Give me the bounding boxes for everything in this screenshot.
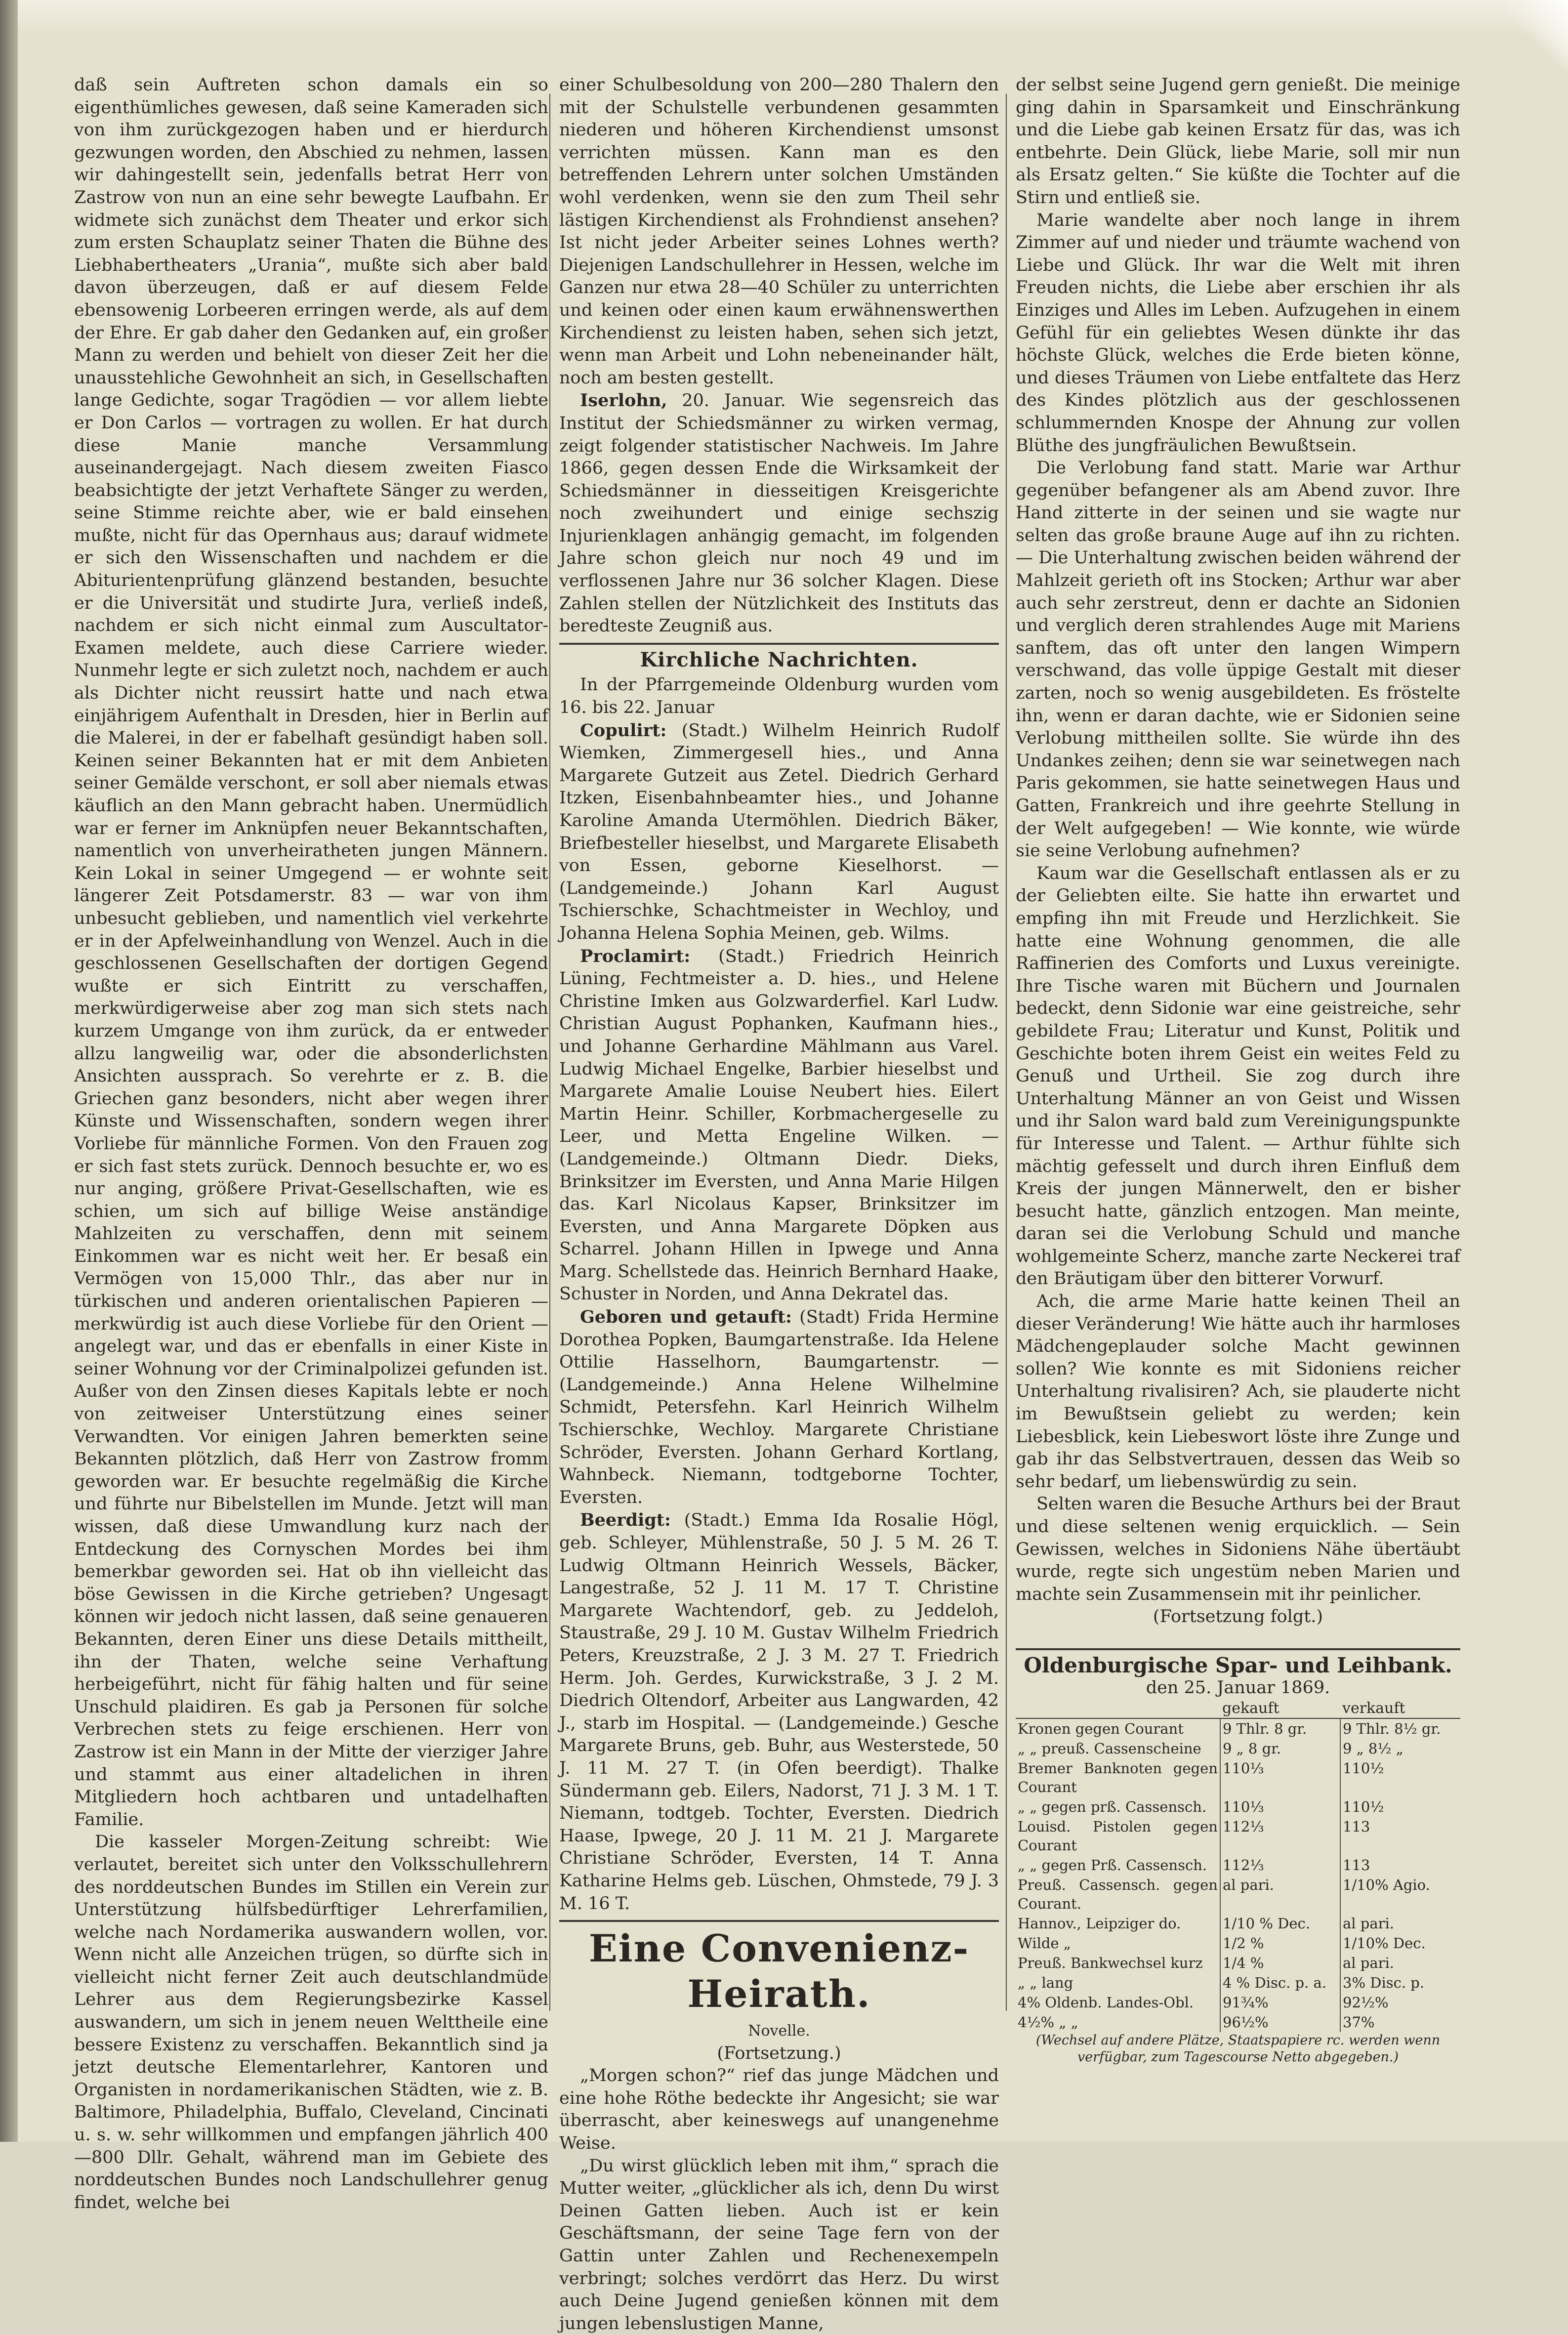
rate-bought: 1/4 % [1220,1953,1340,1973]
rates-row [1016,1875,1460,1914]
section-rule [559,1920,999,1922]
bank-date: den 25. Januar 1869. [1146,1677,1330,1698]
novel-paragraph: Ach, die arme Marie hatte keinen Theil an dieser Veränderung! Wie hätte auch ihr harmloses Mädchengeplauder solche Macht gewinnen sollen? Wie konnte es mit Sidoniens reicher Unterhaltung rivalisiren? Ach, sie plauderte nicht im Bewußtsein geliebt zu werden; kein Liebesblick, kein Liebeswort löste ihre Zunge und gab ihr das Selbstvertrauen, dessen das Weib so sehr bedarf, um liebenswürdig zu sein. [1016,1292,1460,1492]
column-3 [1016,74,1460,2066]
rate-sold: 37% [1340,2012,1460,2032]
proclamirt-text: (Stadt.) Friedrich Heinrich Lüning, Fechtmeister a. D. hies., und Helene Christine Imken aus Golzwarderfiel. Karl Ludw. Christian August Pophanken, Kaufmann hies., und Johanne Gerhardine Mählmann aus Varel. Ludwig Michael Engelke, Barbier hieselbst und Margarete Amalie Louise Neubert hies. Eilert Martin Heinr. Schiller, Korbmachergeselle zu Leer, und Metta Engeline Wilken. — (Landgemeinde.) Oltmann Diedr. Dieks, Brinksitzer im Eversten, und Anna Marie Hilgen das. Karl Nicolaus Kapser, Brinksitzer im Eversten, und Anna Margarete Döpken aus Scharrel. Johann Hillen in Ipwege und Anna Marg. Schellstede das. Heinrich Bernhard Haake, Schuster in Norden, und Anna Dekratel das. [559,946,999,1304]
article-paragraph: Die kasseler Morgen-Zeitung schreibt: Wie verlautet, bereitet sich unter den Volksschullehrern des norddeutschen Bundes im Stillen ein Verein zur Unterstützung hülfsbedürftiger Lehrerfamilien, welche nach Nordamerika auswandern wollen, vor. Wenn nicht alle Anzeichen trügen, so dürfte sich in vielleicht nicht ferner Zeit auch deutschlandmüde Lehrer aus dem Regierungsbezirke Kassel auswandern, um sich in jenem neuen Welttheile eine bessere Existenz zu verschaffen. Bekanntlich sind ja jetzt deutsche Elementarlehrer, Kantoren und Organisten in nordamerikanischen Städten, wie z. B. Baltimore, Philadelphia, Buffalo, Cleveland, Cincinati u. s. w. sehr willkommen und empfangen jährlich 400—800 Dllr. Gehalt, während man im Gebiete des norddeutschen Bundes noch Landschullehrer genug findet, welche bei [74,1832,548,2212]
rates-header-sold: verkauft [1340,1699,1460,1718]
exchange-rates-table [1016,1699,1460,2032]
section-rule [559,643,999,645]
rates-row [1016,1739,1460,1758]
rate-label: Kronen gegen Courant [1018,1720,1184,1738]
rates-header-row [1016,1699,1460,1718]
rate-label: „ „ preuß. Cassenscheine [1018,1740,1201,1757]
rate-label: „ „ gegen Prß. Cassensch. [1018,1857,1207,1874]
novel-paragraph: Die Verlobung fand statt. Marie war Arthur gegenüber befangener als am Abend zuvor. Ihre Hand zitterte in der seinen und sie wagte nur selten das große braune Auge auf ihn zu richten. — Die Unterhaltung zwischen beiden während der Mahlzeit gerieth oft ins Stocken; Arthur war aber auch sehr zerstreut, denn er dachte an Sidonien und verglich deren strahlendes Auge mit Mariens sanftem, das oft unter den langen Wimpern verschwand, das volle üppige Gestalt mit dieser zarten, noch so wenig ausgebildeten. Es fröstelte ihn, wenn er daran dachte, wie er Sidonien seine Verlobung mittheilen sollte. Sie würde ihn des Undankes zeihen; denn sie war seinetwegen nach Paris gekommen, sie hatte seinetwegen Haus und Gatten, Frankreich und ihre geehrte Stellung in der Welt aufgegeben! — Wie konnte, wie würde sie seine Verlobung aufnehmen? [1016,458,1460,861]
rate-sold: 92½% [1340,1993,1460,2012]
rates-header [1016,1699,1220,1718]
iserlohn-text: 20. Januar. Wie segensreich das Institut der Schiedsmänner zu wirken vermag, zeigt folgender statistischer Nachweis. Im Jahre 1866, gegen dessen Ende die Wirksamkeit der Schiedsmänner in diesseitigen Kreisgerichte noch zweihundert und einige sechszig Injurienklagen anhängig gemacht, im folgenden Jahre schon gleich nur noch 49 und im verflossenen Jahre nur 36 solcher Klagen. Diese Zahlen stellen der Nützlichkeit des Instituts das beredteste Zeugniß aus. [559,391,999,636]
rate-bought: 91¾% [1220,1993,1340,2012]
bank-rule [1016,1648,1460,1650]
proclamirt-label: Proclamirt: [580,946,691,966]
rate-label: Preuß. Bankwechsel kurz [1018,1955,1203,1972]
geboren-paragraph [559,1306,999,1509]
rate-label: Hannov., Leipziger do. [1018,1915,1181,1932]
paper-top-edge [18,0,1568,35]
rate-sold: 1/10% Agio. [1340,1875,1460,1914]
rate-label: 4½% „ „ [1018,2014,1078,2031]
geboren-label: Geboren und getauft: [580,1307,792,1328]
copulirt-label: Copulirt: [580,720,667,741]
proclamirt-paragraph [559,945,999,1306]
rates-row [1016,1718,1460,1739]
rates-row [1016,2012,1460,2032]
rate-sold: 9 „ 8½ „ [1340,1739,1460,1758]
rate-bought: 1/2 % [1220,1933,1340,1953]
rate-bought: 9 „ 8 gr. [1220,1739,1340,1758]
beerdigt-text: (Stadt.) Emma Ida Rosalie Högl, geb. Schleyer, Mühlenstraße, 50 J. 5 M. 26 T. Ludwig Oltmann Heinrich Wessels, Bäcker, Langestraße, 52 J. 11 M. 17 T. Christine Margarete Wachtendorf, geb. zu Jeddeloh, Staustraße, 29 J. 10 M. Gustav Wilhelm Friedrich Peters, Kreuzstraße, 2 J. 3 M. 27 T. Friedrich Herm. Joh. Gerdes, Kurwickstraße, 3 J. 2 M. Diedrich Oltendorf, Arbeiter aus Langwarden, 42 J., starb im Hospital. — (Landgemeinde.) Gesche Margarete Bruns, geb. Buhr, aus Westerstede, 50 J. 11 M. 27 T. (in Ofen beerdigt). Thalke Sündermann geb. Eilers, Nadorst, 71 J. 3 M. 1 T. Niemann, todtgeb. Tochter, Eversten. Diedrich Haase, Ipwege, 20 J. 11 M. 21 J. Margarete Christiane Schröder, Eversten, 14 T. Anna Katharine Helms geb. Lüschen, Ohmstede, 79 J. 3 M. 16 T. [559,1510,999,1914]
page-corner [1509,0,1568,69]
rates-row [1016,1817,1460,1855]
bank-rates-box [1016,1654,1460,2066]
rate-label: „ „ gegen prß. Cassensch. [1018,1798,1207,1816]
rates-footnote: (Wechsel auf andere Plätze, Staatspapiere rc. werden wenn verfügbar, zum Tagescourse Netto abgegeben.) [1035,2033,1441,2065]
rates-row [1016,1953,1460,1973]
rate-sold: 113 [1340,1855,1460,1875]
novel-paragraph: Marie wandelte aber noch lange in ihrem Zimmer auf und nieder und träumte wachend von Liebe und Glück. Ihr war die Welt mit ihren Freuden nichts, die Liebe aber erschien ihr als Einziges und Alles im Leben. Aufzugehen in einem Gefühl für ein geliebtes Wesen dünkte ihr das höchste Glück, welches die Erde bieten könne, und dieses Träumen von Liebe entfaltete das Herz des Kindes plötzlich aus der geschlossenen schlummernden Knospe der Ahnung zur vollen Blüthe des jungfräulichen Bewußtsein. [1016,210,1460,456]
novel-paragraph: Kaum war die Gesellschaft entlassen als er zu der Geliebten eilte. Sie hatte ihn erwartet und empfing ihn mit Freude und Herzlichkeit. Sie hatte eine Wohnung genommen, die alle Raffinerien des Comforts und Luxus vereinigte. Ihre Tische waren mit Büchern und Journalen bedeckt, denn Sidonie war eine geistreiche, sehr gebildete Frau; Literatur und Kunst, Politik und Geschichte boten ihrem Geist ein weites Feld zu Genuß und Urtheil. Sie zog durch ihre Unterhaltung Männer an von Geist und Wissen und ihr Salon ward bald zum Vereinigungspunkte für Interesse und Talent. — Arthur fühlte sich mächtig gefesselt und durch ihren Einfluß dem Kreis der jungen Männerwelt, den er bisher besucht hatte, gänzlich entzogen. Man meinte, daran sei die Verlobung Schuld und manche wohlgemeinte Scherz, manche zarte Neckerei traf den Bräutigam über den bitterer Vorwurf. [1016,863,1460,1289]
rate-sold: 1/10% Dec. [1340,1933,1460,1953]
rate-label: Bremer Banknoten gegen Courant [1018,1760,1218,1796]
novel-paragraph: „Du wirst glücklich leben mit ihm,“ sprach die Mutter weiter, „glücklicher als ich, denn Du wirst Deinen Gatten lieben. Auch ist er kein Geschäftsmann, der seine Tage fern von der Gattin unter Zahlen und Rechenexempeln verbringt; solches verdörrt das Herz. Du wirst auch Deine Jugend genießen können mit dem jungen lebenslustigen Manne, [559,2156,999,2334]
rates-header-bought: gekauft [1220,1699,1340,1718]
rate-label: Wilde „ [1018,1935,1071,1952]
rate-bought: 4 % Disc. p. a. [1220,1973,1340,1993]
novel-paragraph: Selten waren die Besuche Arthurs bei der Braut und diese seltenen wenig erquicklich. — Sein Gewissen, welches in Sidoniens Nähe übertäubt wurde, regte sich ungestüm neben Marien und machte sein Zusammensein mit ihr peinlicher. [1016,1494,1460,1604]
to-be-continued: (Fortsetzung folgt.) [1153,1607,1323,1627]
rate-bought: 96½% [1220,2012,1340,2032]
novel-title: Eine Convenienz-Heirath. [588,1926,970,2016]
geboren-text: (Stadt) Frida Hermine Dorothea Popken, Baumgartenstraße. Ida Helene Ottilie Hasselhorn, Baumgartenstr. — (Landgemeinde.) Anna Helene Wilhelmine Schmidt, Petersfehn. Karl Heinrich Wilhelm Tschierschke, Wechloy. Margarete Christiane Schröder, Eversten. Johann Gerhard Kortlang, Wahnbeck. Niemann, todtgeborne Tochter, Eversten. [559,1307,999,1507]
column-divider [1006,94,1007,2011]
rate-sold: al pari. [1340,1914,1460,1933]
rate-bought: 110⅓ [1220,1758,1340,1797]
rate-bought: 112⅓ [1220,1855,1340,1875]
rate-sold: 110½ [1340,1797,1460,1817]
rate-sold: 110½ [1340,1758,1460,1797]
rates-row [1016,1993,1460,2012]
rate-bought: 1/10 % Dec. [1220,1914,1340,1933]
novel-genre: Novelle. [748,2022,810,2040]
rates-row [1016,1973,1460,1993]
rates-body [1016,1718,1460,2032]
bank-title: Oldenburgische Spar- und Leihbank. [1024,1653,1452,1677]
novel-continuation: (Fortsetzung.) [717,2043,841,2063]
rates-row [1016,1914,1460,1933]
article-paragraph: einer Schulbesoldung von 200—280 Thalern den mit der Schulstelle verbundenen gesammten niederen und höheren Kirchendienst umsonst verrichten müssen. Kann man es den betreffenden Lehrern unter solchen Umständen wohl verdenken, wenn sie den zum Theil sehr lästigen Kirchendienst als Frohndienst ansehen? Ist nicht jeder Arbeiter seines Lohnes werth? Diejenigen Landschullehrer in Hessen, welche im Ganzen nur etwa 28—40 Schüler zu unterrichten und keinen oder einen kaum erwähnenswerthen Kirchendienst zu leisten haben, sehen sich jetzt, wenn man Arbeit und Lohn nebeneinander hält, noch am besten gestellt. [559,75,999,388]
rate-sold: al pari. [1340,1953,1460,1973]
copulirt-text: (Stadt.) Wilhelm Heinrich Rudolf Wiemken, Zimmergesell hies., und Anna Margarete Gutzeit aus Zetel. Diedrich Gerhard Itzken, Eisenbahnbeamter hies., und Johanne Karoline Amanda Utermöhlen. Diedrich Bäker, Briefbesteller hieselbst, und Margarete Elisabeth von Essen, geborne Kieselhorst. — (Landgemeinde.) Johann Karl August Tschierschke, Schachtmeister in Wechloy, und Johanna Helena Sophia Meinen, geb. Wilms. [559,720,999,943]
newspaper-page [54,74,1502,2334]
rates-row [1016,1933,1460,1953]
rate-label: 4% Oldenb. Landes-Obl. [1018,1994,1194,2011]
rate-sold: 9 Thlr. 8½ gr. [1340,1718,1460,1739]
rate-bought: 112⅓ [1220,1817,1340,1855]
rate-bought: al pari. [1220,1875,1340,1914]
novel-paragraph: „Morgen schon?“ rief das junge Mädchen und eine hohe Röthe bedeckte ihr Angesicht; sie war überrascht, aber keineswegs auf unangenehme Weise. [559,2066,999,2154]
beerdigt-paragraph [559,1509,999,1915]
rate-label: „ „ lang [1018,1974,1073,1992]
parish-intro: In der Pfarrgemeinde Oldenburg wurden vom 16. bis 22. Januar [559,675,999,718]
iserlohn-paragraph [559,389,999,638]
rate-label: Louisd. Pistolen gegen Courant [1018,1818,1218,1854]
beerdigt-label: Beerdigt: [580,1510,671,1531]
copulirt-paragraph [559,719,999,945]
novel-paragraph: der selbst seine Jugend gern genießt. Die meinige ging dahin in Sparsamkeit und Einschränkung und die Liebe gab keinen Ersatz für das, was ich entbehrte. Dein Glück, liebe Marie, soll mir nun als Ersatz gelten.“ Sie küßte die Tochter auf die Stirn und entließ sie. [1016,75,1460,208]
section-heading: Kirchliche Nachrichten. [640,648,918,671]
rates-row [1016,1758,1460,1797]
column-divider [549,94,550,2011]
rates-row [1016,1797,1460,1817]
rates-row [1016,1855,1460,1875]
column-2 [559,74,999,2335]
binding-gutter [0,0,18,2142]
iserlohn-dateline: Iserlohn, [580,390,667,411]
rate-bought: 110⅓ [1220,1797,1340,1817]
rate-sold: 113 [1340,1817,1460,1855]
column-1 [74,74,548,2214]
rate-sold: 3% Disc. p. [1340,1973,1460,1993]
article-paragraph: daß sein Auftreten schon damals ein so eigenthümliches gewesen, daß seine Kameraden sich von ihm zurückgezogen haben und er hierdurch gezwungen worden, den Abschied zu nehmen, lassen wir dahingestellt sein, jedenfalls betrat Herr von Zastrow von nun an eine sehr bewegte Laufbahn. Er widmete sich zunächst dem Theater und erkor sich zum ersten Schauplatz seiner Thaten die Bühne des Liebhabertheaters „Urania“, mußte sich aber bald davon überzeugen, daß er auf diesem Felde ebensowenig Lorbeeren erringen werde, als auf dem der Ehre. Er gab daher den Gedanken auf, ein großer Mann zu werden und behielt von dieser Zeit her die unausstehliche Gewohnheit an sich, in Gesellschaften lange Gedichte, sogar Tragödien — vor allem liebte er Don Carlos — vortragen zu wollen. Er hat durch diese Manie manche Versammlung auseinandergejagt. Nach diesem zweiten Fiasco beabsichtigte der jetzt Verhaftete Sänger zu werden, seine Stimme reichte aber, wie er bald einsehen mußte, nicht für das Opernhaus aus; darauf widmete er sich den Wissenschaften und nachdem er die Abiturientenprüfung glänzend bestanden, besuchte er die Universität und studirte Jura, verließ indeß, nachdem er sich nicht einmal zum Auscultator-Examen meldete, auch diese Carriere wieder. Nunmehr legte er sich zuletzt noch, nachdem er auch als Dichter nicht reussirt hatte und nach etwa einjährigem Aufenthalt in Dresden, hier in Berlin auf die Malerei, in der er fabelhaft gesündigt haben soll. Keinen seiner Bekannten hat er mit dem Anbieten seiner Gemälde verschont, er soll aber niemals etwas käuflich an den Mann gebracht haben. Unermüdlich war er ferner im Anknüpfen neuer Bekanntschaften, namentlich von unverheiratheten jungen Männern. Kein Lokal in seiner Umgegend — er wohnte seit längerer Zeit Potsdamerstr. 83 — war von ihm unbesucht geblieben, und namentlich viel verkehrte er in der Apfelweinhandlung von Wenzel. Auch in die geschlossenen Gesellschaften der dortigen Gegend wußte er sich Eintritt zu verschaffen, merkwürdigerweise aber zog man sich stets nach kurzem Umgange von ihm zurück, da er entweder allzu langweilig war, oder die absonderlichsten Ansichten aussprach. So verehrte er z. B. die Griechen ganz besonders, nicht aber wegen ihrer Künste und Wissenschaften, sondern wegen ihrer Vorliebe für männliche Formen. Von den Frauen zog er sich fast stets zurück. Dennoch besuchte er, wo es nur anging, größere Privat-Gesellschaften, wie es schien, um sich auf billige Weise anständige Mahlzeiten zu verschaffen, denn mit seinem Einkommen war es nicht weit her. Er besaß ein Vermögen von 15,000 Thlr., das aber nur in türkischen und anderen orientalischen Papieren — merkwürdig ist auch diese Vorliebe für den Orient — angelegt war, und das er ebenfalls in einer Kiste in seiner Wohnung vor der Criminalpolizei gefunden ist. Außer von den Zinsen dieses Kapitals lebte er noch von zeitweiser Unterstützung eines seiner Verwandten. Vor einigen Jahren bemerkten seine Bekannten plötzlich, daß Herr von Zastrow fromm geworden war. Er besuchte regelmäßig die Kirche und führte nur Bibelstellen im Munde. Jetzt will man wissen, daß diese Umwandlung kurz nach der Entdeckung des Cornyschen Mordes bei ihm bemerkbar geworden sei. Hat ob ihn vielleicht das böse Gewissen in die Kirche getrieben? Ungesagt können wir jedoch nicht lassen, daß seine genaueren Bekannten, deren Einer uns diese Details mittheilt, ihn der Thaten, welche seine Verhaftung herbeigeführt, nicht für fähig halten und für seine Unschuld plaidiren. Es gab ja Personen für solche Verbrechen stets zu feige erschienen. Herr von Zastrow ist ein Mann in der Mitte der vierziger Jahre und stammt aus einer altadelichen in ihren Mitgliedern hoch achtbaren und untadelhaften Familie. [74,75,548,1830]
rate-label: Preuß. Cassensch. gegen Courant. [1018,1876,1218,1913]
rate-bought: 9 Thlr. 8 gr. [1220,1718,1340,1739]
